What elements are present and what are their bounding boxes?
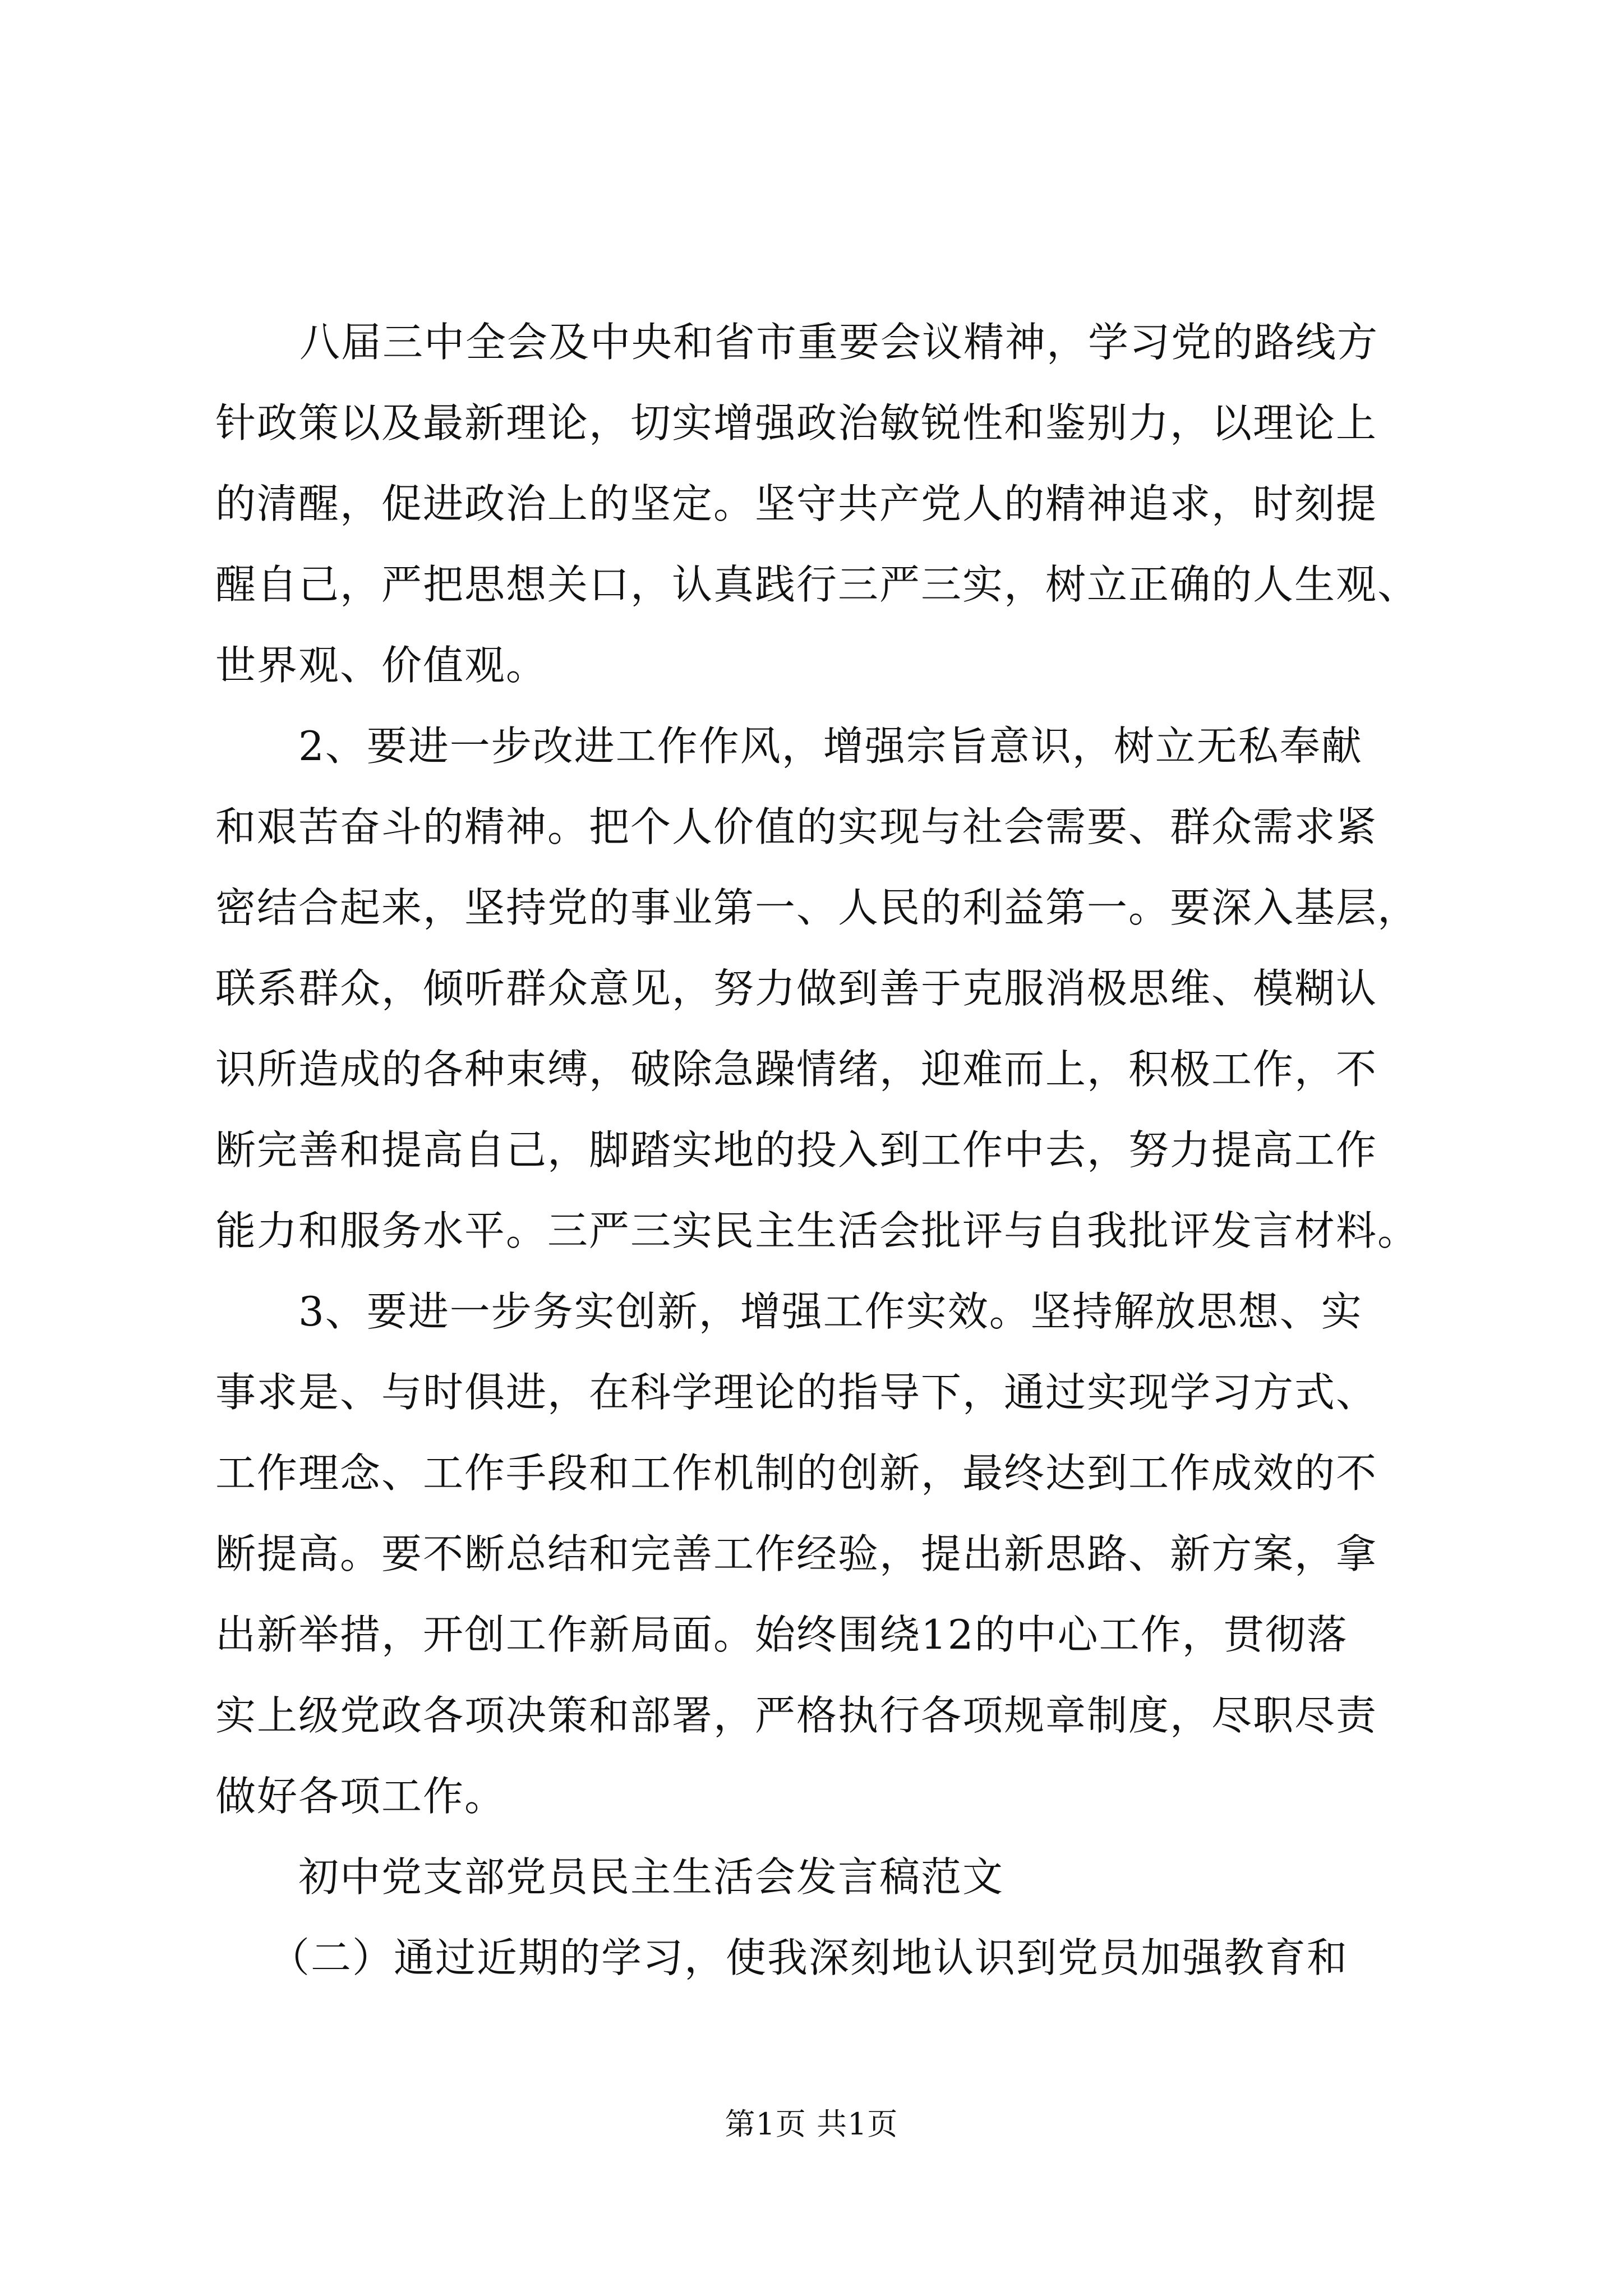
document-body bbox=[215, 302, 1427, 1998]
text-line: （二）通过近期的学习，使我深刻地认识到党员加强教育和 bbox=[269, 1934, 1349, 1981]
paragraph bbox=[215, 706, 1427, 1271]
text-line: 断完善和提高自己，脚踏实地的投入到工作中去，努力提高工作 bbox=[215, 1126, 1378, 1174]
text-line: 事求是、与时俱进，在科学理论的指导下，通过实现学习方式、 bbox=[215, 1369, 1378, 1416]
text-line: 密结合起来，坚持党的事业第一、人民的利益第一。要深入基层， bbox=[215, 884, 1419, 931]
text-line: 初中党支部党员民主生活会发言稿范文 bbox=[298, 1853, 1004, 1901]
paragraph bbox=[215, 1271, 1427, 1837]
text-line: 联系群众，倾听群众意见，努力做到善于克服消极思维、模糊认 bbox=[215, 965, 1378, 1012]
text-line: 3、要进一步务实创新，增强工作实效。坚持解放思想、实 bbox=[298, 1288, 1363, 1335]
text-line: 出新举措，开创工作新局面。始终围绕12的中心工作，贯彻落 bbox=[215, 1611, 1348, 1658]
text-line: 实上级党政各项决策和部署，严格执行各项规章制度，尽职尽责 bbox=[215, 1692, 1378, 1739]
page-footer: 第1页 共1页 bbox=[725, 2106, 898, 2142]
text-line: 醒自己，严把思想关口，认真践行三严三实，树立正确的人生观、 bbox=[215, 561, 1419, 608]
paragraph bbox=[215, 1917, 1427, 1998]
text-line: 和艰苦奋斗的精神。把个人价值的实现与社会需要、群众需求紧 bbox=[215, 803, 1378, 850]
paragraph bbox=[215, 302, 1427, 706]
text-line: 的清醒，促进政治上的坚定。坚守共产党人的精神追求，时刻提 bbox=[215, 480, 1378, 527]
text-line: 2、要进一步改进工作作风，增强宗旨意识，树立无私奉献 bbox=[298, 723, 1363, 770]
text-line: 针政策以及最新理论，切实增强政治敏锐性和鉴别力，以理论上 bbox=[215, 399, 1378, 447]
text-line: 世界观、价值观。 bbox=[215, 642, 548, 689]
text-line: 八届三中全会及中央和省市重要会议精神，学习党的路线方 bbox=[299, 319, 1379, 366]
text-line: 能力和服务水平。三严三实民主生活会批评与自我批评发言材料。 bbox=[215, 1207, 1419, 1254]
text-line: 做好各项工作。 bbox=[215, 1773, 506, 1820]
text-line: 断提高。要不断总结和完善工作经验，提出新思路、新方案，拿 bbox=[215, 1530, 1378, 1577]
text-line: 识所造成的各种束缚，破除急躁情绪，迎难而上，积极工作，不 bbox=[215, 1046, 1378, 1093]
section-title bbox=[215, 1837, 1427, 1917]
text-line: 工作理念、工作手段和工作机制的创新，最终达到工作成效的不 bbox=[215, 1450, 1378, 1497]
